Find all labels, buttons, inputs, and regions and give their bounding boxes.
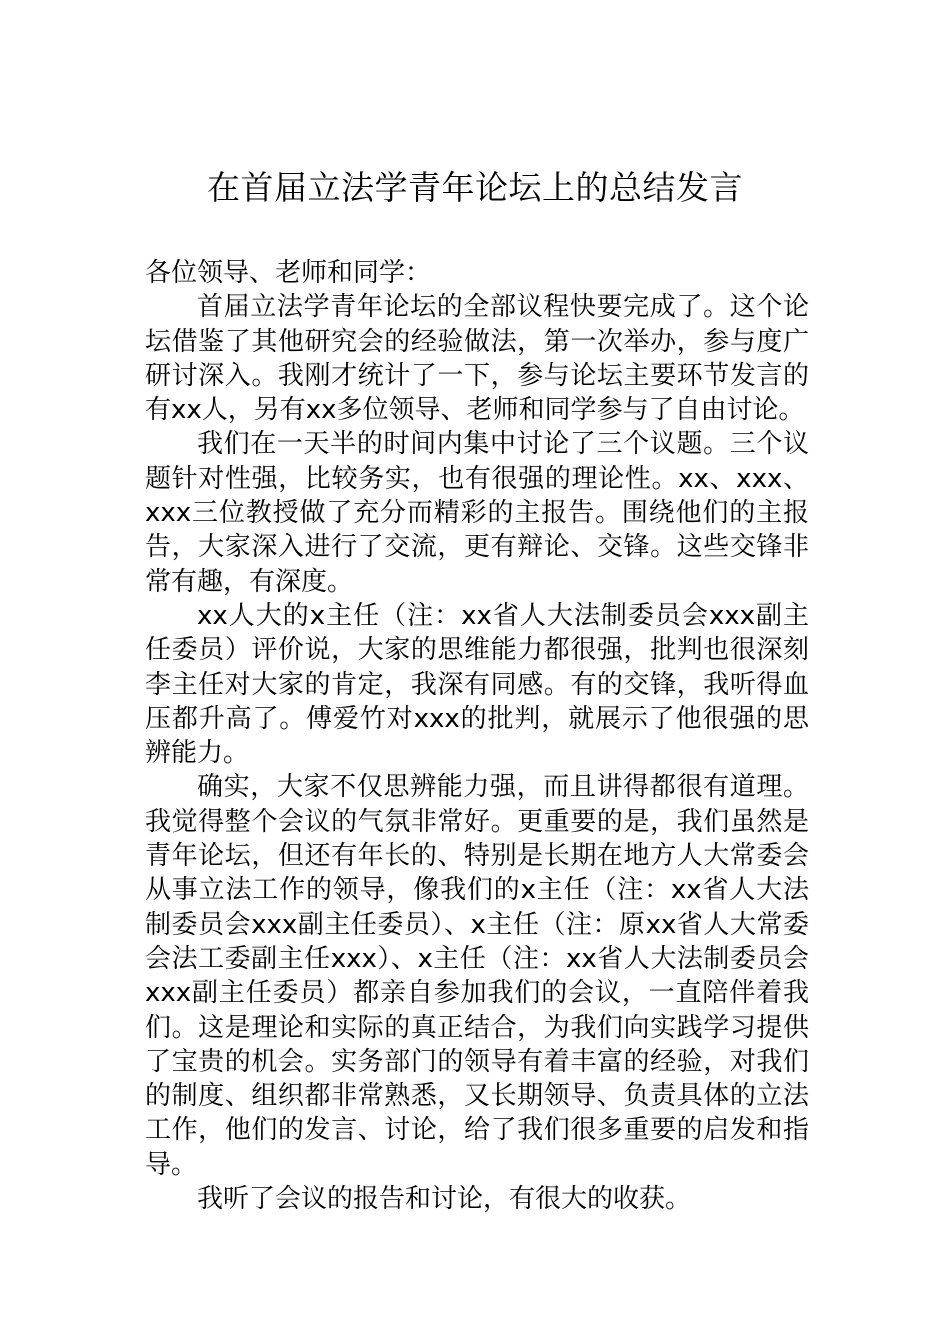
- paragraph: 确实，大家不仅思辨能力强，而且讲得都很有道理。我觉得整个会议的气氛非常好。更重要的是，我们虽然是青年论坛，但还有年长的、特别是长期在地方人大常委会从事立法工作的领导，像我们的x主任（注：xx省人大法制委员会xxx副主任委员）、x主任（注：原xx省人大常委会法工委副主任xxx）、x主任（注：xx省人大法制委员会xxx副主任委员）都亲自参加我们的会议，一直陪伴着我们。这是理论和实际的真正结合，为我们向实践学习提供了宝贵的机会。实务部门的领导有着丰富的经验，对我们的制度、组织都非常熟悉，又长期领导、负责具体的立法工作，他们的发言、讨论，给了我们很多重要的启发和指导。: [145, 772, 809, 1180]
- document-title: 在首届立法学青年论坛上的总结发言: [207, 168, 743, 207]
- paragraph: 我听了会议的报告和讨论，有很大的收获。: [197, 1184, 692, 1215]
- paragraph: 我们在一天半的时间内集中讨论了三个议题。三个议题针对性强，比较务实，也有很强的理论性。xx、xxx、xxx三位教授做了充分而精彩的主报告。围绕他们的主报告，大家深入进行了交流，更有辩论、交锋。这些交锋非常有趣，有深度。: [145, 429, 809, 597]
- paragraph: xx人大的x主任（注：xx省人大法制委员会xxx副主任委员）评价说，大家的思维能力都很强，批判也很深刻李主任对大家的肯定，我深有同感。有的交锋，我听得血压都升高了。傅爱竹对xxx的批判，就展示了他很强的思辨能力。: [145, 600, 809, 769]
- document-body: [145, 256, 809, 1216]
- salutation: 各位领导、老师和同学：: [145, 258, 432, 288]
- paragraph: 首届立法学青年论坛的全部议程快要完成了。这个论坛借鉴了其他研究会的经验做法，第一次举办，参与度广研讨深入。我刚才统计了一下，参与论坛主要环节发言的有xx人，另有xx多位领导、老师和同学参与了自由讨论。: [145, 292, 809, 426]
